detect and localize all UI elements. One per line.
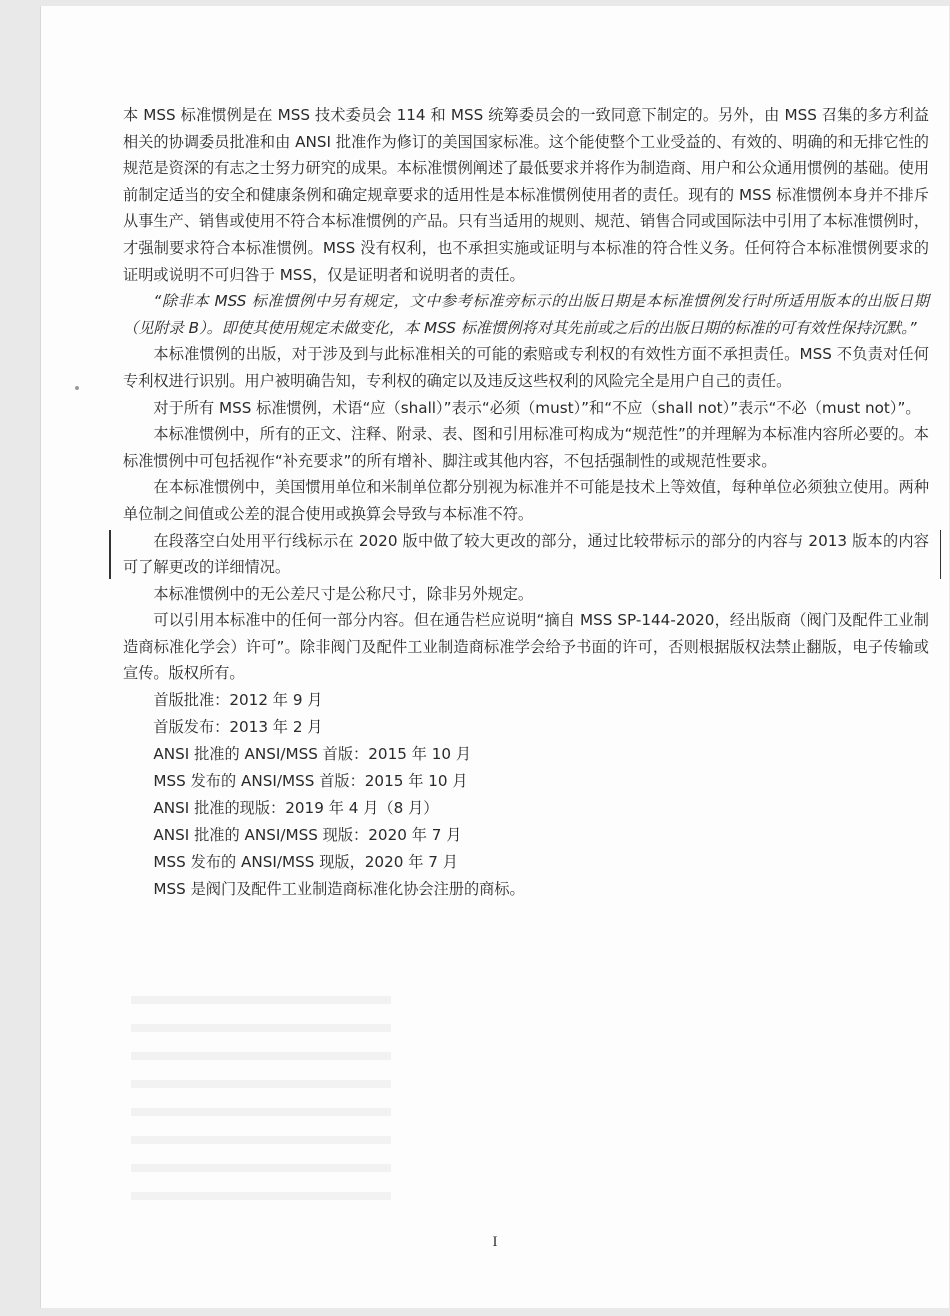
history-item: ANSI 批准的 ANSI/MSS 现版：2020 年 7 月: [153, 826, 462, 845]
paragraph-nominal-dimensions: 本标准惯例中的无公差尺寸是公称尺寸，除非另外规定。: [153, 584, 534, 603]
paragraph-copyright: 可以引用本标准中的任何一部分内容。但在通告栏应说明“摘自 MSS SP-144-2020，经出版商（阀门及配件工业制造商标准化学会）许可”。除非阀门及配件工业制造商标准学会给予书面的许可，否则根据版权法禁止翻版，电子传输或宣传。版权所有。: [123, 611, 929, 683]
foreword-body: [123, 102, 929, 903]
publication-history-list: [123, 687, 929, 903]
scan-artifact-dot: [75, 386, 79, 390]
change-bar-left: [109, 530, 111, 579]
trademark-note: MSS 是阀门及配件工业制造商标准化协会注册的商标。: [153, 880, 525, 899]
paragraph-change-marking: [123, 528, 929, 581]
history-item: 首版批准：2012 年 9 月: [153, 691, 323, 710]
history-item: 首版发布：2013 年 2 月: [153, 718, 323, 737]
history-item: MSS 发布的 ANSI/MSS 首版：2015 年 10 月: [153, 772, 468, 791]
paragraph-normative-content: 本标准惯例中，所有的正文、注释、附录、表、图和引用标准可构成为“规范性”的并理解为本标准内容所必要的。本标准惯例中可包括视作“补充要求”的所有增补、脚注或其他内容，不包括强制性的或规范性要求。: [123, 425, 929, 470]
paragraph-reference-dates: “除非本 MSS 标准惯例中另有规定，文中参考标准旁标示的出版日期是本标准惯例发行时所适用版本的出版日期（见附录 B）。即使其使用规定未做变化，本 MSS 标准惯例将对其先前或之后的出版日期的标准的可有效性保持沉默。”: [123, 292, 929, 337]
paragraph-patent-disclaimer: 本标准惯例的出版，对于涉及到与此标准相关的可能的索赔或专利权的有效性方面不承担责任。MSS 不负责对任何专利权进行识别。用户被明确告知，专利权的确定以及违反这些权利的风险完全是用户自己的责任。: [123, 345, 929, 390]
page-number: I: [492, 1234, 498, 1250]
history-item: ANSI 批准的现版：2019 年 4 月（8 月）: [153, 799, 439, 818]
paragraph-shall-definition: 对于所有 MSS 标准惯例，术语“应（shall）”表示“必须（must）”和“不应（shall not）”表示“不必（must not）”。: [153, 398, 921, 417]
paragraph-change-marking-text: 在段落空白处用平行线标示在 2020 版中做了较大更改的部分，通过比较带标示的部分的内容与 2013 版本的内容可了解更改的详细情况。: [123, 531, 929, 577]
history-item: ANSI 批准的 ANSI/MSS 首版：2015 年 10 月: [153, 745, 472, 764]
document-page: [40, 6, 949, 1308]
paragraph-consensus: 本 MSS 标准惯例是在 MSS 技术委员会 114 和 MSS 统筹委员会的一致同意下制定的。另外，由 MSS 召集的多方利益相关的协调委员批准和由 ANSI 批准作为修订的美国国家标准。这个能使整个工业受益的、有效的、明确的和无排它性的规范是资深的有志之士努力研究的成果。本标准惯例阐述了最低要求并将作为制造商、用户和公众通用惯例的基础。使用前制定适当的安全和健康条例和确定规章要求的适用性是本标准惯例使用者的责任。现有的 MSS 标准惯例本身并不排斥从事生产、销售或使用不符合本标准惯例的产品。只有当适用的规则、规范、销售合同或国际法中引用了本标准惯例时，才强制要求符合本标准惯例。MSS 没有权利，也不承担实施或证明与本标准的符合性义务。任何符合本标准惯例要求的证明或说明不可归咎于 MSS，仅是证明者和说明者的责任。: [123, 106, 929, 284]
paragraph-units: 在本标准惯例中，美国惯用单位和米制单位都分别视为标准并不可能是技术上等效值，每种单位必须独立使用。两种单位制之间值或公差的混合使用或换算会导致与本标准不符。: [123, 478, 929, 523]
show-through-artifact: [131, 996, 391, 1216]
change-bar-right: [940, 530, 942, 579]
history-item: MSS 发布的 ANSI/MSS 现版，2020 年 7 月: [153, 853, 458, 872]
